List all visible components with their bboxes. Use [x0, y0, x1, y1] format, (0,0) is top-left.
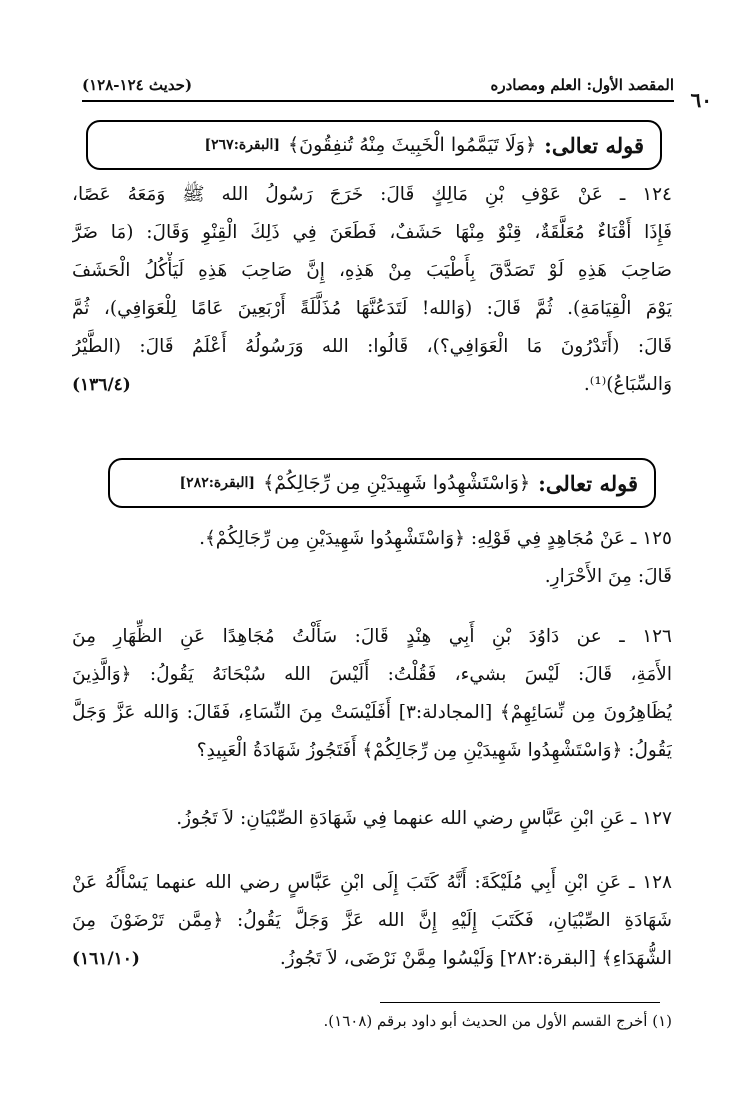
- page-number: ٦٠: [690, 88, 712, 112]
- verse-reference: [البقرة:٢٨٢]: [179, 475, 256, 491]
- hadith-126: [72, 618, 672, 770]
- hadith-124: [72, 176, 672, 404]
- text-line: ١٢٨ ـ عَنِ ابْنِ أَبِي مُلَيْكَةَ: أَنَّهُ كَتَبَ إِلَى ابْنِ عَبَّاسٍ رضي الله عنهما يَسْأَلُهُ عَنْ: [72, 872, 672, 893]
- quran-verse: ﴿وَاسْتَشْهِدُوا شَهِيدَيْنِ مِن رِّجَالِكُمْ﴾: [263, 472, 531, 494]
- verse-heading-box-1: [86, 120, 662, 170]
- text-line: قَالَ: مِنَ الأَحْرَارِ.: [544, 566, 672, 587]
- text-line-end: وَالسِّبَاعُ)⁽¹⁾.: [583, 374, 672, 395]
- text-line: ١٢٤ ـ عَنْ عَوْفِ بْنِ مَالِكٍ قَالَ: خَرَجَ رَسُولُ الله ﷺ وَمَعَهُ عَصًا،: [72, 184, 672, 205]
- text-line: [72, 366, 672, 404]
- hadith-127: [72, 800, 672, 838]
- header-title: المقصد الأول: العلم ومصادره: [490, 76, 674, 94]
- quran-verse: ﴿وَلَا تَيَمَّمُوا الْخَبِيثَ مِنْهُ تُنفِقُونَ﴾: [288, 134, 537, 156]
- volume-page-reference: (١٣٦/٤): [72, 375, 131, 395]
- text-line: ١٢٧ ـ عَنِ ابْنِ عَبَّاسٍ رضي الله عنهما فِي شَهَادَةِ الصِّبْيَانِ: لاَ تَجُوزُ.: [176, 808, 672, 829]
- footnote-divider: [380, 1002, 660, 1003]
- text-line: [72, 940, 672, 978]
- footnote: (١) أخرج القسم الأول من الحديث أبو داود برقم (١٦٠٨).: [323, 1012, 672, 1030]
- text-line: ١٢٦ ـ عن دَاوُدَ بْنِ أَبِي هِنْدٍ قَالَ: سَأَلْتُ مُجَاهِدًا عَنِ الظِّهَارِ مِنَ: [72, 626, 672, 647]
- text-line: صَاحِبَ هَذِهِ لَوْ تَصَدَّقَ بِأَطْيَبَ مِنْ هَذِهِ، إِنَّ صَاحِبَ هَذِهِ لَيَأْكُلُ الْحَشَفَ: [72, 260, 672, 281]
- hadith-125: [72, 520, 672, 596]
- text-line: يُظَاهِرُونَ مِن نِّسَائِهِمْ﴾ [المجادلة:٣] أَفَلَيْسَتْ مِنَ النِّسَاءِ، فَقَالَ: وَالله عَزَّ وَجَلَّ: [72, 702, 672, 723]
- text-line: فَإِذَا أَقْنَاءٌ مُعَلَّقَةٌ، قِنْوٌ مِنْهَا حَشَفٌ، فَطَعَنَ فِي ذَلِكَ الْقِنْوِ وَقَالَ: (مَا ضَرَّ: [72, 222, 672, 243]
- verse-heading-box-2: [108, 458, 656, 508]
- header-hadith-range: (حديث ١٢٤-١٢٨): [82, 76, 193, 94]
- verse-heading-label: قوله تعالى:: [538, 470, 638, 496]
- text-line-end: الشُّهَدَاءِ﴾ [البقرة:٢٨٢] وَلَيْسُوا مِمَّنْ نَرْضَى، لاَ تَجُوزُ.: [279, 948, 672, 969]
- running-header: [82, 70, 674, 102]
- hadith-128: [72, 864, 672, 978]
- text-line: الأَمَةِ، قَالَ: لَيْسَ بشيء، فَقُلْتُ: أَلَيْسَ الله سُبْحَانَهُ يَقُولُ: ﴿وَالَّذِينَ: [72, 664, 672, 685]
- verse-heading-label: قوله تعالى:: [544, 132, 644, 158]
- text-line: يَقُولُ: ﴿وَاسْتَشْهِدُوا شَهِيدَيْنِ مِن رِّجَالِكُمْ﴾ أَفَتَجُوزُ شَهَادَةُ الْعَبِيدِ؟: [196, 740, 672, 761]
- verse-reference: [البقرة:٢٦٧]: [204, 137, 281, 153]
- text-line: قَالَ: (أَتَدْرُونَ مَا الْعَوَافِي؟)، قَالُوا: الله وَرَسُولُهُ أَعْلَمُ قَالَ: (الطَّيْرُ: [72, 336, 672, 357]
- text-line: يَوْمَ الْقِيَامَةِ). ثُمَّ قَالَ: (وَالله! لَتَدَعُنَّهَا مُذَلَّلَةً أَرْبَعِينَ عَامًا لِلْعَوَافِي)، ثُمَّ: [72, 298, 672, 319]
- volume-page-reference: (١٦١/١٠): [72, 949, 140, 969]
- text-line: ١٢٥ ـ عَنْ مُجَاهِدٍ فِي قَوْلِهِ: ﴿وَاسْتَشْهِدُوا شَهِيدَيْنِ مِن رِّجَالِكُمْ﴾.: [199, 528, 672, 549]
- text-line: شَهَادَةِ الصِّبْيَانِ، فَكَتَبَ إِلَيْهِ إِنَّ الله عَزَّ وَجَلَّ يَقُولُ: ﴿مِمَّن تَرْضَوْنَ مِنَ: [72, 910, 672, 931]
